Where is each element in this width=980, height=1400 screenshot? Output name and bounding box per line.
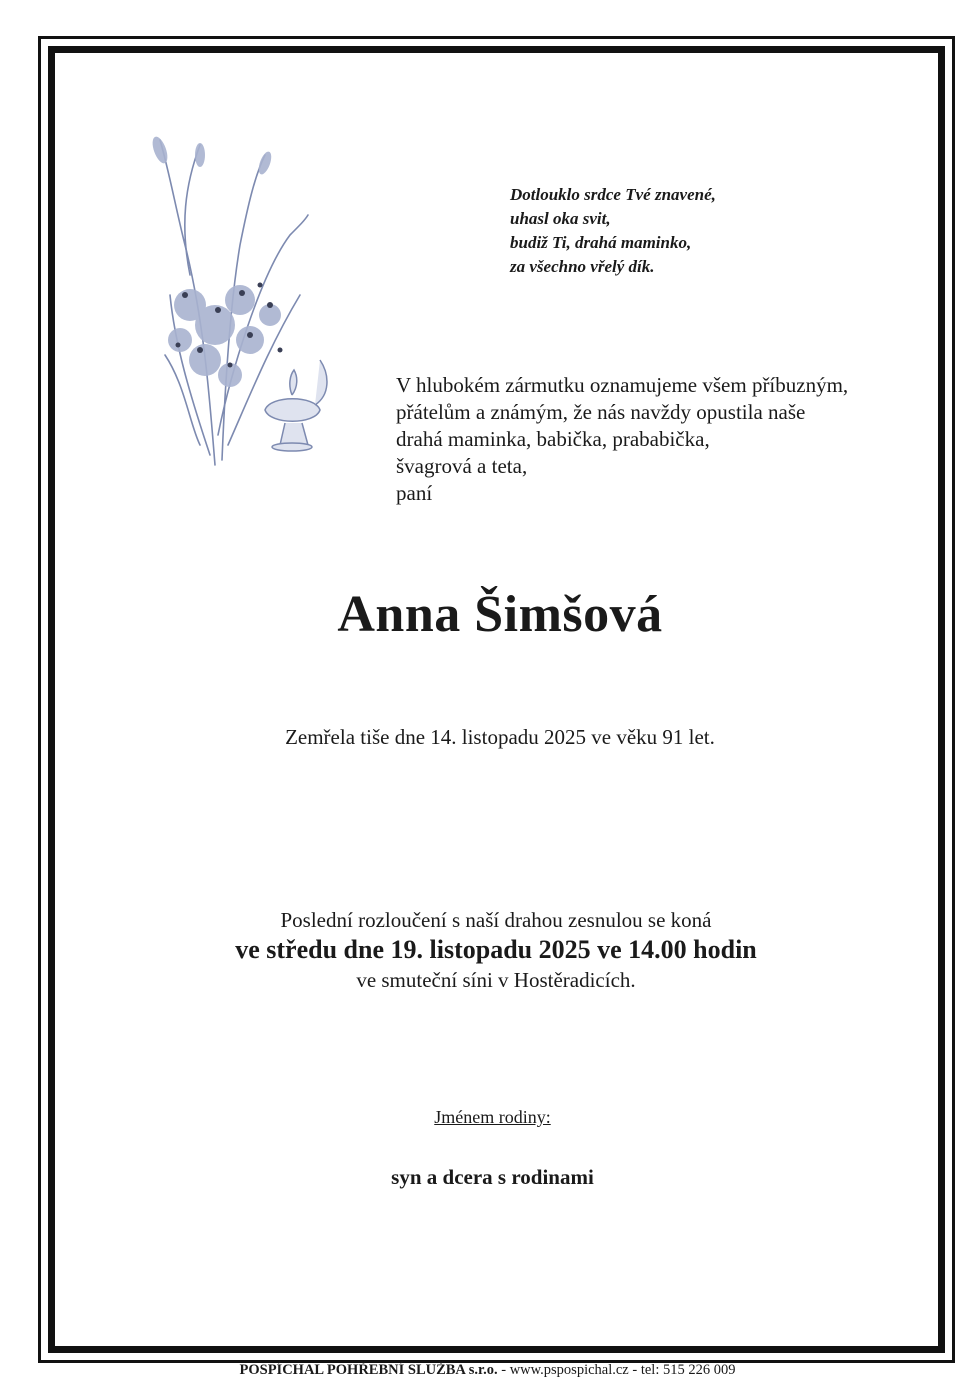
verse-line: za všechno vřelý dík. bbox=[510, 257, 655, 276]
on-behalf-label: Jménem rodiny: bbox=[434, 1107, 551, 1127]
announcement-line: přátelům a známým, že nás navždy opustila naše bbox=[396, 400, 806, 424]
footer-company: POSPÍCHAL POHŘEBNÍ SLUŽBA s.r.o. bbox=[239, 1362, 498, 1378]
farewell-date: ve středu dne 19. listopadu 2025 ve 14.00 hodin bbox=[235, 935, 757, 964]
deceased-name: Anna Šimšová bbox=[337, 586, 663, 643]
announcement-text bbox=[396, 372, 848, 507]
farewell-place: ve smuteční síni v Hostěradicích. bbox=[356, 968, 636, 992]
farewell-line: Poslední rozloučení s naší drahou zesnulou se koná bbox=[280, 908, 712, 932]
verse-line: uhasl oka svit, bbox=[510, 209, 611, 228]
announcement-line: V hlubokém zármutku oznamujeme všem příbuzným, bbox=[396, 373, 849, 397]
death-notice: Zemřela tiše dne 14. listopadu 2025 ve věku 91 let. bbox=[285, 725, 715, 749]
verse-line: Dotlouklo srdce Tvé znavené, bbox=[510, 185, 716, 204]
verse bbox=[510, 183, 716, 279]
footer-contact: - www.pspospichal.cz - tel: 515 226 009 bbox=[497, 1362, 736, 1378]
announcement-line: paní bbox=[396, 481, 433, 505]
footer bbox=[0, 1362, 975, 1379]
announcement-line: drahá maminka, babička, prababička, bbox=[396, 427, 710, 451]
verse-line: budiž Ti, drahá maminko, bbox=[510, 233, 692, 252]
family-signature: syn a dcera s rodinami bbox=[391, 1165, 594, 1189]
farewell-info bbox=[0, 905, 980, 995]
announcement-line: švagrová a teta, bbox=[396, 454, 528, 478]
flower-bouquet-icon bbox=[130, 125, 345, 470]
